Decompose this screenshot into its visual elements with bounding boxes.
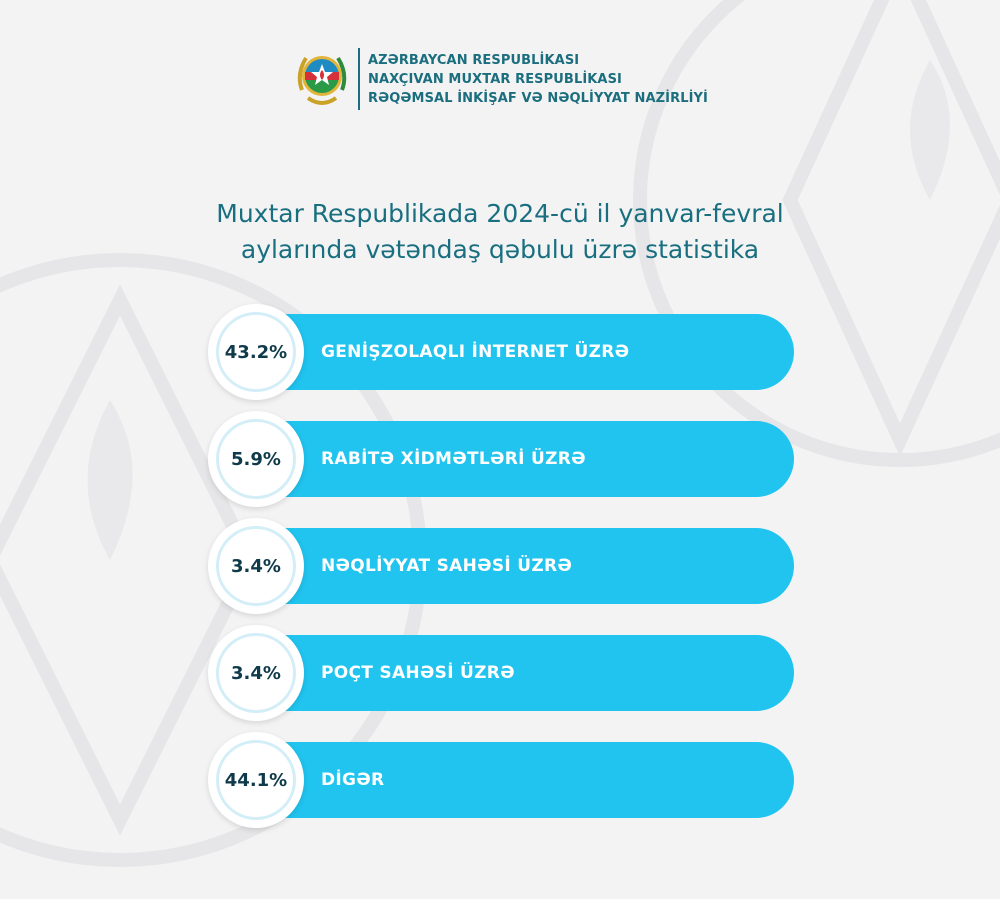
percent-badge [208, 518, 304, 614]
percent-badge [208, 411, 304, 507]
category-label: POÇT SAHƏSİ ÜZRƏ [321, 663, 515, 683]
percent-badge [208, 732, 304, 828]
percent-value-label: 5.9% [216, 419, 296, 499]
title-line-1: Muxtar Respublikada 2024-cü il yanvar-fevral [216, 199, 784, 228]
percent-value-label: 3.4% [216, 526, 296, 606]
percent-value-label: 3.4% [216, 633, 296, 713]
percent-badge [208, 625, 304, 721]
percent-value-label: 43.2% [216, 312, 296, 392]
title-line-2: aylarında vətəndaş qəbulu üzrə statistika [240, 235, 760, 264]
category-label: NƏQLİYYAT SAHƏSİ ÜZRƏ [321, 556, 573, 576]
category-label: GENİŞZOLAQLI İNTERNET ÜZRƏ [321, 342, 630, 362]
org-line-country: AZƏRBAYCAN RESPUBLİKASI [368, 52, 580, 68]
org-line-ministry: RƏQƏMSAL İNKİŞAF VƏ NƏQLİYYAT NAZİRLİYİ [368, 90, 708, 106]
org-line-republic: NAXÇIVAN MUXTAR RESPUBLİKASI [368, 71, 622, 87]
category-label: DİGƏR [321, 770, 385, 790]
category-label: RABİTƏ XİDMƏTLƏRİ ÜZRƏ [321, 449, 586, 469]
percent-value-label: 44.1% [216, 740, 296, 820]
percent-badge [208, 304, 304, 400]
